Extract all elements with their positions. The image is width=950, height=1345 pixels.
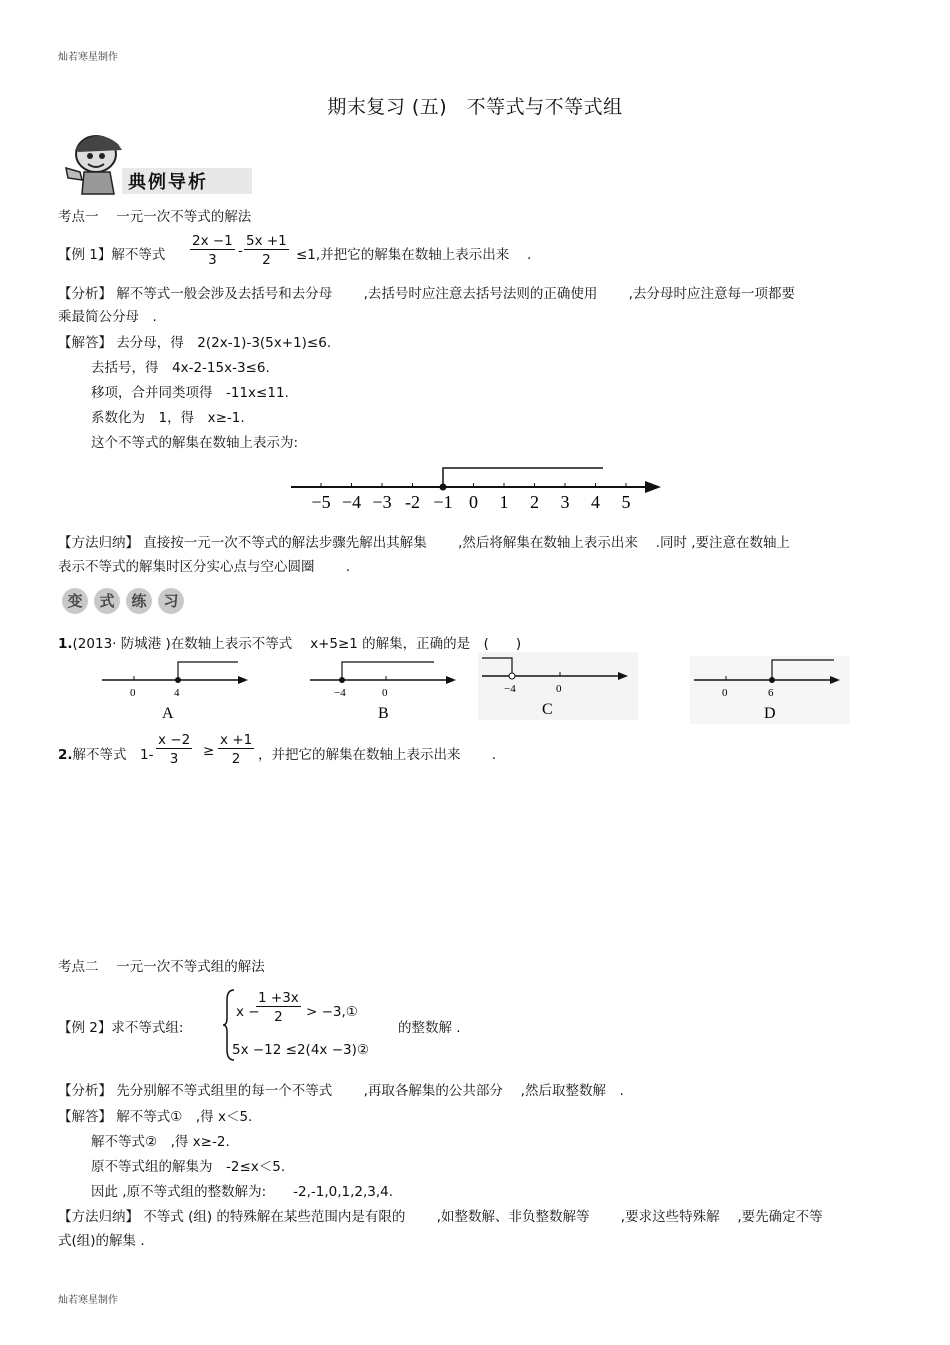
- tick-label: 0: [556, 683, 562, 695]
- tick-label: −1: [433, 492, 453, 512]
- tick-label: 0: [469, 492, 478, 512]
- kp1-method-line2: 表示不等式的解集时区分实心点与空心圆圈 .: [58, 559, 351, 575]
- solid-point-marker: [440, 484, 447, 491]
- badge-char: 式: [94, 588, 120, 614]
- kp1-frac1-num: 2x −1: [192, 233, 233, 249]
- q1-option-d[interactable]: [690, 656, 850, 724]
- kp2-solution-line: 因此 ,原不等式组的整数解为: -2,-1,0,1,2,3,4.: [91, 1184, 394, 1200]
- kp1-solution-line: 【解答】 去分母，得 2(2x-1)-3(5x+1)≤6.: [58, 335, 332, 351]
- tick-label: 6: [768, 687, 774, 699]
- kp2-solution-line: 解不等式② ,得 x≥-2.: [91, 1134, 230, 1150]
- tick-label: 0: [382, 687, 388, 699]
- kp2-solution-line: 原不等式组的解集为 -2≤x＜5.: [91, 1159, 286, 1175]
- kp1-example-label: 【例 1】解不等式: [58, 247, 166, 263]
- kp2-line1-b: > −3,①: [306, 1004, 358, 1020]
- tick-label: 1: [499, 492, 509, 512]
- q1-option-a[interactable]: [98, 656, 258, 724]
- badge-char: 练: [126, 588, 152, 614]
- q1-number: 1.: [58, 636, 73, 652]
- q2-question: 解不等式 1-: [72, 747, 154, 763]
- badge-char: 变: [62, 588, 88, 614]
- section-banner: [60, 128, 260, 196]
- option-letter: A: [162, 705, 174, 722]
- kp2-solution-line: 【解答】 解不等式① ,得 x＜5.: [58, 1109, 253, 1125]
- kp1-solution-line: 系数化为 1，得 x≥-1.: [91, 410, 245, 426]
- solution-set-bracket: [342, 662, 434, 680]
- q1-text: [58, 632, 521, 652]
- kp1-solution-line: 移项，合并同类项得 -11x≤11.: [91, 385, 289, 401]
- kp1-number-line: [285, 460, 675, 520]
- tick-label: 0: [130, 687, 136, 699]
- badge-char: 习: [158, 588, 184, 614]
- q2-frac1-num: x −2: [158, 732, 191, 748]
- kp2-example-label: 【例 2】求不等式组:: [58, 1020, 184, 1036]
- kp1-example-tail: ≤1,并把它的解集在数轴上表示出来 .: [296, 247, 532, 263]
- page-title: 期末复习 (五) 不等式与不等式组: [327, 96, 623, 118]
- kp2-frac-num: 1 +3x: [258, 990, 299, 1006]
- tick-label: 4: [591, 492, 600, 512]
- kp1-frac2-den: 2: [244, 249, 289, 268]
- option-letter: B: [378, 705, 389, 722]
- solid-point-marker: [175, 677, 181, 683]
- solid-point-marker: [769, 677, 775, 683]
- tick-label: 2: [530, 492, 539, 512]
- banner-title: 典例导析: [128, 172, 208, 193]
- tick-label: −3: [372, 492, 392, 512]
- option-letter: D: [764, 705, 776, 722]
- footer-note: 灿若寒星制作: [58, 1295, 118, 1306]
- kp1-method-line1: 【方法归纳】 直接按一元一次不等式的解法步骤先解出其解集 ,然后将解集在数轴上表示出来 .同时 ,要注意在数轴上: [58, 535, 791, 551]
- tick-label: −4: [504, 683, 516, 695]
- hollow-point-marker: [509, 673, 515, 679]
- q2-text: [58, 743, 154, 763]
- kp2-analysis: 【分析】 先分别解不等式组里的每一个不等式 ,再取各解集的公共部分 ,然后取整数解 .: [58, 1083, 624, 1099]
- tick-label: −4: [341, 492, 362, 512]
- q2-frac2-num: x +1: [220, 732, 253, 748]
- q2-tail: ，并把它的解集在数轴上表示出来 .: [258, 747, 497, 763]
- solution-set-bracket: [443, 468, 603, 487]
- kp1-solution-line: 这个不等式的解集在数轴上表示为:: [91, 435, 299, 451]
- q1-option-c[interactable]: [478, 652, 638, 720]
- q2-fraction-2: [218, 732, 254, 767]
- tick-label: -2: [405, 492, 420, 512]
- q2-fraction-1: [156, 732, 192, 767]
- q1-option-b[interactable]: [306, 656, 466, 724]
- q2-ge-sign: ≥: [203, 743, 215, 759]
- kp2-heading: 考点二 一元一次不等式组的解法: [58, 959, 265, 975]
- kp2-line1-a: x −: [236, 1004, 260, 1020]
- kp1-fraction-1: [190, 233, 235, 268]
- tick-label: 0: [722, 687, 728, 699]
- kp1-solution-line: 去括号，得 4x-2-15x-3≤6.: [91, 360, 270, 376]
- kp2-line1-fraction: [256, 990, 301, 1025]
- kp2-example-tail: 的整数解 .: [398, 1020, 461, 1036]
- q2-number: 2.: [58, 747, 73, 763]
- kp1-frac1-den: 3: [190, 249, 235, 268]
- kp2-frac-den: 2: [256, 1006, 301, 1025]
- tick-label: 5: [621, 492, 631, 512]
- kp1-frac2-num: 5x +1: [246, 233, 287, 249]
- kp1-heading: 考点一 一元一次不等式的解法: [58, 209, 252, 225]
- kp1-minus: -: [238, 243, 243, 259]
- solid-point-marker: [339, 677, 345, 683]
- number-line-arrow: [645, 481, 661, 493]
- q1-question: (2013· 防城港 )在数轴上表示不等式 x+5≥1 的解集，正确的是 ( ): [72, 636, 522, 652]
- tick-label: −5: [311, 492, 331, 512]
- kp1-fraction-2: [244, 233, 289, 268]
- tick-label: 3: [560, 492, 570, 512]
- solution-set-bracket: [178, 662, 238, 680]
- q2-frac2-den: 2: [218, 748, 254, 767]
- tick-label: −4: [334, 687, 346, 699]
- option-letter: C: [542, 701, 553, 718]
- practice-badge: [62, 588, 184, 614]
- kp2-line2: 5x −12 ≤2(4x −3)②: [232, 1042, 369, 1058]
- header-note: 灿若寒星制作: [58, 52, 118, 63]
- kp1-analysis-line1: 【分析】 解不等式一般会涉及去括号和去分母 ,去括号时应注意去括号法则的正确使用 ,去分母时应注意每一项都要: [58, 286, 795, 302]
- kp2-method-line2: 式(组)的解集 .: [58, 1233, 145, 1249]
- kp1-analysis-line2: 乘最简公分母 .: [58, 309, 157, 325]
- tick-label: 4: [174, 687, 180, 699]
- q2-frac1-den: 3: [156, 748, 192, 767]
- kp2-method-line1: 【方法归纳】 不等式 (组) 的特殊解在某些范围内是有限的 ,如整数解、非负整数解等 ,要求这些特殊解 ,要先确定不等: [58, 1209, 823, 1225]
